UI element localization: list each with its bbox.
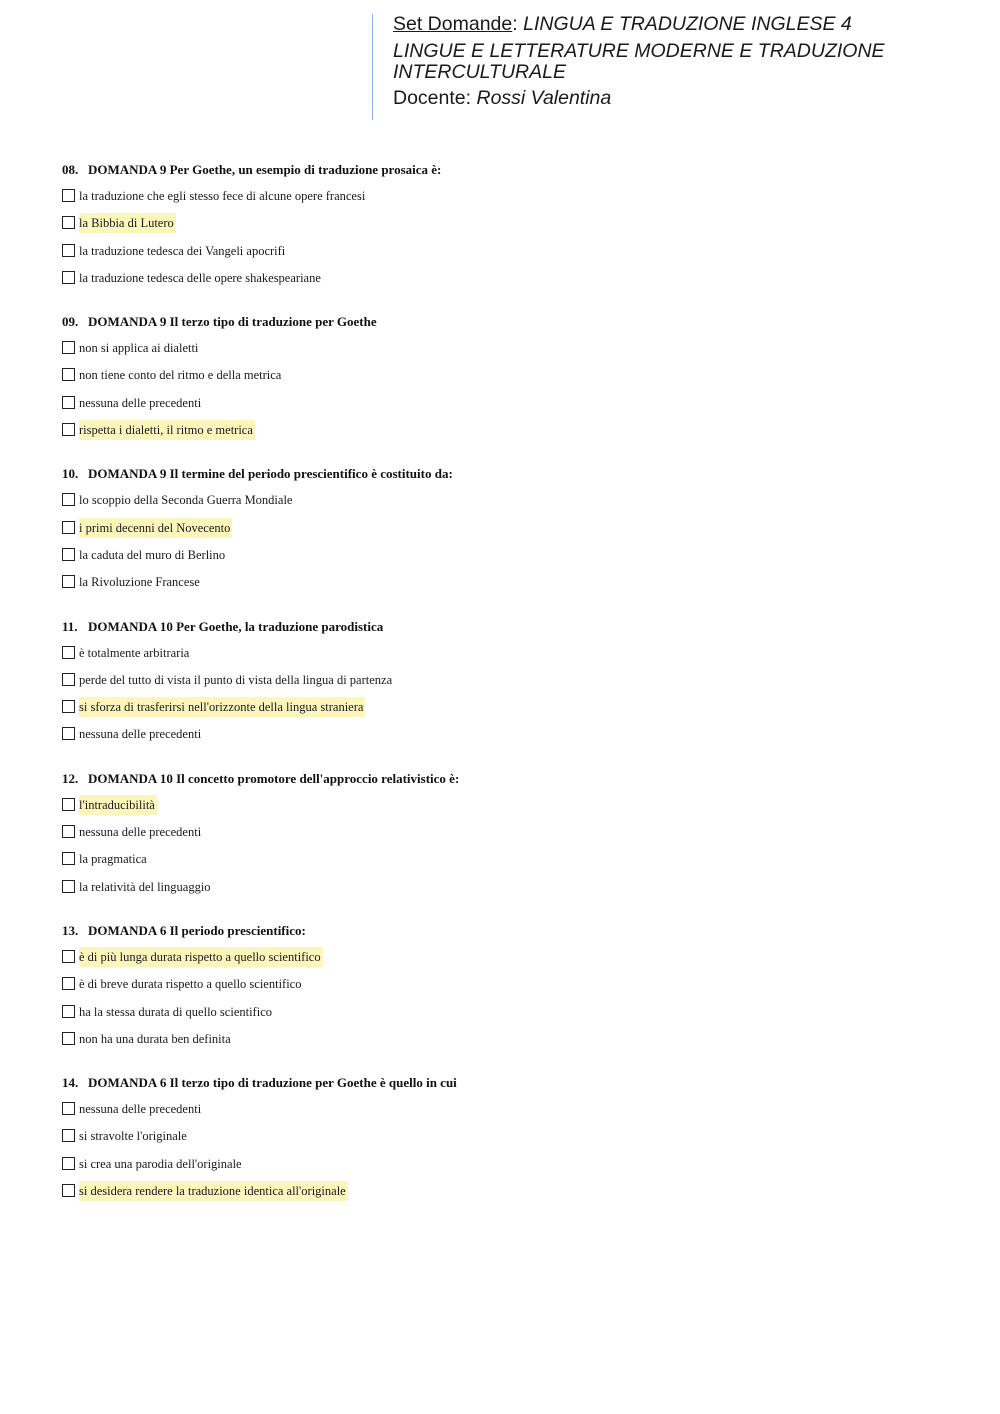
answer-option	[62, 947, 942, 974]
question-text: DOMANDA 6 Il periodo prescientifico:	[88, 922, 306, 938]
answer-text-highlighted: si desidera rendere la traduzione identica all'originale	[79, 1181, 348, 1201]
answer-option	[62, 186, 942, 213]
answer-text: è di breve durata rispetto a quello scientifico	[79, 977, 302, 992]
answer-option	[62, 849, 942, 876]
set-label: Set Domande	[393, 13, 513, 35]
question-list	[62, 160, 942, 1225]
checkbox-icon[interactable]	[62, 271, 75, 284]
question-block	[62, 1073, 942, 1208]
question-title	[62, 1073, 942, 1093]
question-text: DOMANDA 9 Il terzo tipo di traduzione per Goethe	[88, 314, 377, 330]
question-number: 11.	[62, 618, 78, 634]
answer-option	[62, 241, 942, 268]
set-colon: :	[512, 13, 518, 35]
answer-option	[62, 268, 942, 295]
answer-option	[62, 822, 942, 849]
answer-option	[62, 213, 942, 240]
answer-text-highlighted: l'intraducibilità	[79, 795, 157, 815]
question-title	[62, 769, 942, 789]
answer-option	[62, 338, 942, 365]
answer-option	[62, 877, 942, 904]
answer-text: la Rivoluzione Francese	[79, 575, 200, 590]
answer-option	[62, 1002, 942, 1029]
checkbox-icon[interactable]	[62, 1129, 75, 1142]
answer-text: la relatività del linguaggio	[79, 879, 211, 894]
answer-text: si crea una parodia dell'originale	[79, 1156, 242, 1171]
degree-title: LINGUE E LETTERATURE MODERNE E TRADUZIONE INTERCULTURALE	[393, 40, 885, 83]
checkbox-icon[interactable]	[62, 244, 75, 257]
checkbox-icon[interactable]	[62, 1157, 75, 1170]
answer-option	[62, 724, 942, 751]
checkbox-icon[interactable]	[62, 493, 75, 506]
answer-text: perde del tutto di vista il punto di vista della lingua di partenza	[79, 672, 393, 687]
answer-option	[62, 490, 942, 517]
degree-line	[393, 41, 932, 83]
answer-text: ha la stessa durata di quello scientifico	[79, 1004, 272, 1019]
checkbox-icon[interactable]	[62, 548, 75, 561]
answer-text-highlighted: rispetta i dialetti, il ritmo e metrica	[79, 420, 255, 440]
checkbox-icon[interactable]	[62, 575, 75, 588]
teacher-label: Docente:	[393, 87, 472, 109]
checkbox-icon[interactable]	[62, 1102, 75, 1115]
checkbox-icon[interactable]	[62, 189, 75, 202]
checkbox-icon[interactable]	[62, 673, 75, 686]
answer-option	[62, 1126, 942, 1153]
answer-text: nessuna delle precedenti	[79, 1102, 202, 1117]
answer-option	[62, 974, 942, 1001]
answer-text-highlighted: i primi decenni del Novecento	[79, 518, 232, 538]
question-text: DOMANDA 6 Il terzo tipo di traduzione per Goethe è quello in cui	[88, 1075, 457, 1091]
checkbox-icon[interactable]	[62, 341, 75, 354]
checkbox-icon[interactable]	[62, 646, 75, 659]
answer-option	[62, 1181, 942, 1208]
teacher-name: Rossi Valentina	[476, 87, 612, 109]
question-block	[62, 312, 942, 447]
answer-text: la caduta del muro di Berlino	[79, 547, 226, 562]
course-title: LINGUA E TRADUZIONE INGLESE 4	[523, 13, 852, 35]
answer-text-highlighted: è di più lunga durata rispetto a quello scientifico	[79, 947, 323, 967]
answer-option	[62, 697, 942, 724]
answer-text: è totalmente arbitraria	[79, 645, 190, 660]
checkbox-icon[interactable]	[62, 950, 75, 963]
question-title	[62, 464, 942, 484]
question-block	[62, 769, 942, 904]
question-number: 09.	[62, 314, 79, 330]
checkbox-icon[interactable]	[62, 700, 75, 713]
question-text: DOMANDA 10 Per Goethe, la traduzione parodistica	[88, 618, 384, 634]
answer-option	[62, 670, 942, 697]
answer-text: la traduzione tedesca delle opere shakespeariane	[79, 270, 321, 285]
answer-text: nessuna delle precedenti	[79, 825, 202, 840]
set-line	[393, 14, 932, 35]
answer-option	[62, 545, 942, 572]
checkbox-icon[interactable]	[62, 216, 75, 229]
answer-option	[62, 795, 942, 822]
checkbox-icon[interactable]	[62, 798, 75, 811]
question-number: 12.	[62, 770, 79, 786]
answer-text-highlighted: la Bibbia di Lutero	[79, 213, 176, 233]
question-block	[62, 160, 942, 295]
answer-option	[62, 518, 942, 545]
checkbox-icon[interactable]	[62, 825, 75, 838]
answer-option	[62, 1099, 942, 1126]
answer-text: non si applica ai dialetti	[79, 341, 199, 356]
answer-text: nessuna delle precedenti	[79, 395, 202, 410]
checkbox-icon[interactable]	[62, 1184, 75, 1197]
answer-text: si stravolte l'originale	[79, 1129, 187, 1144]
answer-text: la pragmatica	[79, 852, 147, 867]
question-number: 08.	[62, 162, 79, 177]
question-number: 10.	[62, 466, 79, 482]
question-title	[62, 160, 942, 180]
checkbox-icon[interactable]	[62, 1032, 75, 1045]
question-text: DOMANDA 9 Per Goethe, un esempio di traduzione prosaica è:	[88, 162, 442, 177]
question-title	[62, 617, 942, 637]
answer-text: non ha una durata ben definita	[79, 1031, 231, 1046]
document-header	[372, 14, 932, 120]
checkbox-icon[interactable]	[62, 1005, 75, 1018]
question-block	[62, 921, 942, 1056]
checkbox-icon[interactable]	[62, 727, 75, 740]
answer-text: la traduzione tedesca dei Vangeli apocrifi	[79, 243, 286, 258]
answer-option	[62, 420, 942, 447]
question-block	[62, 464, 942, 599]
checkbox-icon[interactable]	[62, 368, 75, 381]
answer-text: lo scoppio della Seconda Guerra Mondiale	[79, 493, 293, 508]
checkbox-icon[interactable]	[62, 880, 75, 893]
checkbox-icon[interactable]	[62, 521, 75, 534]
checkbox-icon[interactable]	[62, 396, 75, 409]
teacher-line	[393, 88, 932, 109]
answer-option	[62, 1029, 942, 1056]
question-number: 13.	[62, 922, 79, 938]
answer-text-highlighted: si sforza di trasferirsi nell'orizzonte della lingua straniera	[79, 697, 365, 717]
question-text: DOMANDA 10 Il concetto promotore dell'approccio relativistico è:	[88, 770, 460, 786]
answer-option	[62, 572, 942, 599]
question-block	[62, 617, 942, 752]
answer-text: non tiene conto del ritmo e della metrica	[79, 368, 282, 383]
checkbox-icon[interactable]	[62, 852, 75, 865]
answer-option	[62, 365, 942, 392]
question-number: 14.	[62, 1075, 79, 1091]
checkbox-icon[interactable]	[62, 977, 75, 990]
answer-option	[62, 643, 942, 670]
checkbox-icon[interactable]	[62, 423, 75, 436]
answer-text: la traduzione che egli stesso fece di alcune opere francesi	[79, 189, 366, 203]
question-title	[62, 921, 942, 941]
answer-text: nessuna delle precedenti	[79, 727, 202, 742]
answer-option	[62, 393, 942, 420]
answer-option	[62, 1154, 942, 1181]
question-text: DOMANDA 9 Il termine del periodo prescientifico è costituito da:	[88, 466, 453, 482]
question-title	[62, 312, 942, 332]
